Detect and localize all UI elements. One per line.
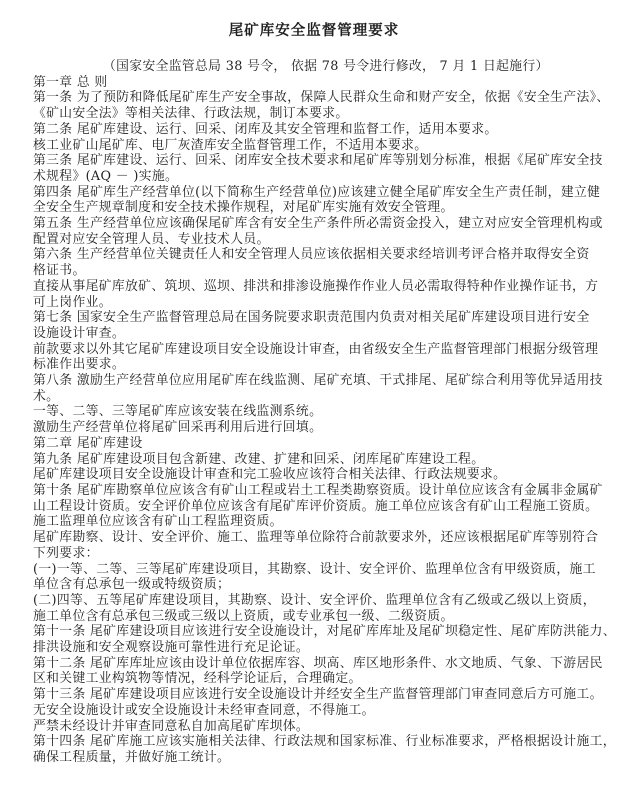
doc-line: 第四条 尾矿库生产经营单位(以下简称生产经营单位)应该建立健全尾矿库安全生产责任制，建立健 [33,184,601,200]
doc-line: 第八条 激励生产经营单位应用尾矿库在线监测、尾矿充填、干式排尾、尾矿综合利用等优异适用技 [33,373,603,389]
doc-line: 山工程设计资质。安全评价单位应该含有尾矿库评价资质。施工单位应该含有矿山工程施工资质。 [33,498,599,514]
doc-line: 第一条 为了预防和降低尾矿库生产安全事故，保障人民群众生命和财产安全，依据《安全生产法》、 [33,90,610,106]
doc-line: 激励生产经营单位将尾矿回采再利用后进行回填。 [33,420,323,436]
doc-line: 前款要求以外其它尾矿库建设项目安全设施设计审查，由省级安全生产监督管理部门根据分级管理 [33,341,599,357]
doc-line: 第五条 生产经营单位应该确保尾矿库含有安全生产条件所必需资金投入，建立对应安全管理机构或 [33,216,603,232]
doc-line: 无安全设施设计或安全设施设计未经审查同意，不得施工。 [33,702,375,718]
doc-line: 一等、二等、三等尾矿库应该安装在线监测系统。 [33,404,323,420]
document-title: 尾矿库安全监督管理要求 [228,22,400,39]
doc-line: (二)四等、五等尾矿库建设项目，其勘察、设计、安全评价、监理单位含有乙级或乙级以上资质， [33,592,596,608]
doc-line: 第十三条 尾矿库建设项目应该进行安全设施设计并经安全生产监督管理部门审查同意后方可施工。 [33,687,603,703]
doc-line: (一)一等、二等、三等尾矿库建设项目，其勘察、设计、安全评价、监理单位含有甲级资质，施工 [33,561,596,577]
doc-line: 单位含有总承包一级或特级资质； [33,577,231,593]
doc-line: 确保工程质量，并做好施工统计。 [33,749,231,765]
doc-line: 下列要求： [33,545,99,561]
doc-line: 排洪设施和安全观察设施可靠性进行充足论证。 [33,640,310,656]
doc-line: 核工业矿山尾矿库、电厂灰渣库安全监督管理工作，不适用本要求。 [33,137,428,153]
doc-subtitle: （国家安全监管总局 38 号令， 依据 78 号令进行修改， 7 月 1 日起施行） [103,59,549,74]
doc-line: 全安全生产规章制度和安全技术操作规程，对尾矿库实施有效安全管理。 [33,200,454,216]
doc-line: 《矿山安全法》等相关法律、行政法规，制订本要求。 [33,106,349,122]
chapter-heading: 第一章 总 则 [33,74,108,90]
doc-line: 配置对应安全管理人员、专业技术人员。 [33,231,270,247]
doc-line: 第七条 国家安全生产监督管理总局在国务院要求职责范围内负责对相关尾矿库建设项目进行安全 [33,310,590,326]
doc-line: 第十二条 尾矿库库址应该由设计单位依据库容、坝高、库区地形条件、水文地质、气象、下游居民 [33,655,603,671]
doc-line: 施工单位含有总承包三级或三级以上资质，或专业承包一级、二级资质。 [33,608,454,624]
doc-line: 第十四条 尾矿库施工应该实施相关法律、行政法规和国家标准、行业标准要求，严格根据设计施工， [33,734,616,750]
doc-line: 尾矿库建设项目安全设施设计审查和完工验收应该符合相关法律、行政法规要求。 [33,467,507,483]
doc-line: 严禁未经设计并审查同意私自加高尾矿库坝体。 [33,718,310,734]
doc-line: 第二条 尾矿库建设、运行、回采、闭库及其安全管理和监督工作，适用本要求。 [33,121,498,137]
doc-line: 术规程》(AQ － )实施。 [33,168,179,184]
doc-line: 区和关键工业构筑物等情况，经科学论证后，合理确定。 [33,671,362,687]
doc-line: 第九条 尾矿库建设项目包含新建、改建、扩建和回采、闭库尾矿库建设工程。 [33,451,485,467]
doc-line: 术。 [33,388,60,404]
chapter-heading: 第二章 尾矿库建设 [33,435,143,451]
doc-line: 设施设计审查。 [33,325,126,341]
doc-line: 第三条 尾矿库建设、运行、回采、闭库安全技术要求和尾矿库等别划分标准，根据《尾矿库安全技 [33,153,603,169]
doc-line: 格证书。 [33,263,86,279]
document-body [0,59,628,766]
doc-line: 第六条 生产经营单位关键责任人和安全管理人员应该依据相关要求经培训考评合格并取得安全资 [33,247,590,263]
doc-line: 第十条 尾矿库勘察单位应该含有矿山工程或岩土工程类勘察资质。设计单位应该含有金属非金属矿 [33,482,603,498]
doc-line: 直接从事尾矿库放矿、筑坝、巡坝、排洪和排渗设施操作作业人员必需取得特种作业操作证书，方 [33,278,599,294]
doc-line: 第十一条 尾矿库建设项目应该进行安全设施设计，对尾矿库库址及尾矿坝稳定性、尾矿库防洪能力、 [33,624,616,640]
doc-line: 施工监理单位应该含有矿山工程监理资质。 [33,514,283,530]
doc-line: 标准作出要求。 [33,357,126,373]
doc-line: 可上岗作业。 [33,294,112,310]
doc-line: 尾矿库勘察、设计、安全评价、施工、监理等单位除符合前款要求外，还应该根据尾矿库等别符合 [33,530,599,546]
